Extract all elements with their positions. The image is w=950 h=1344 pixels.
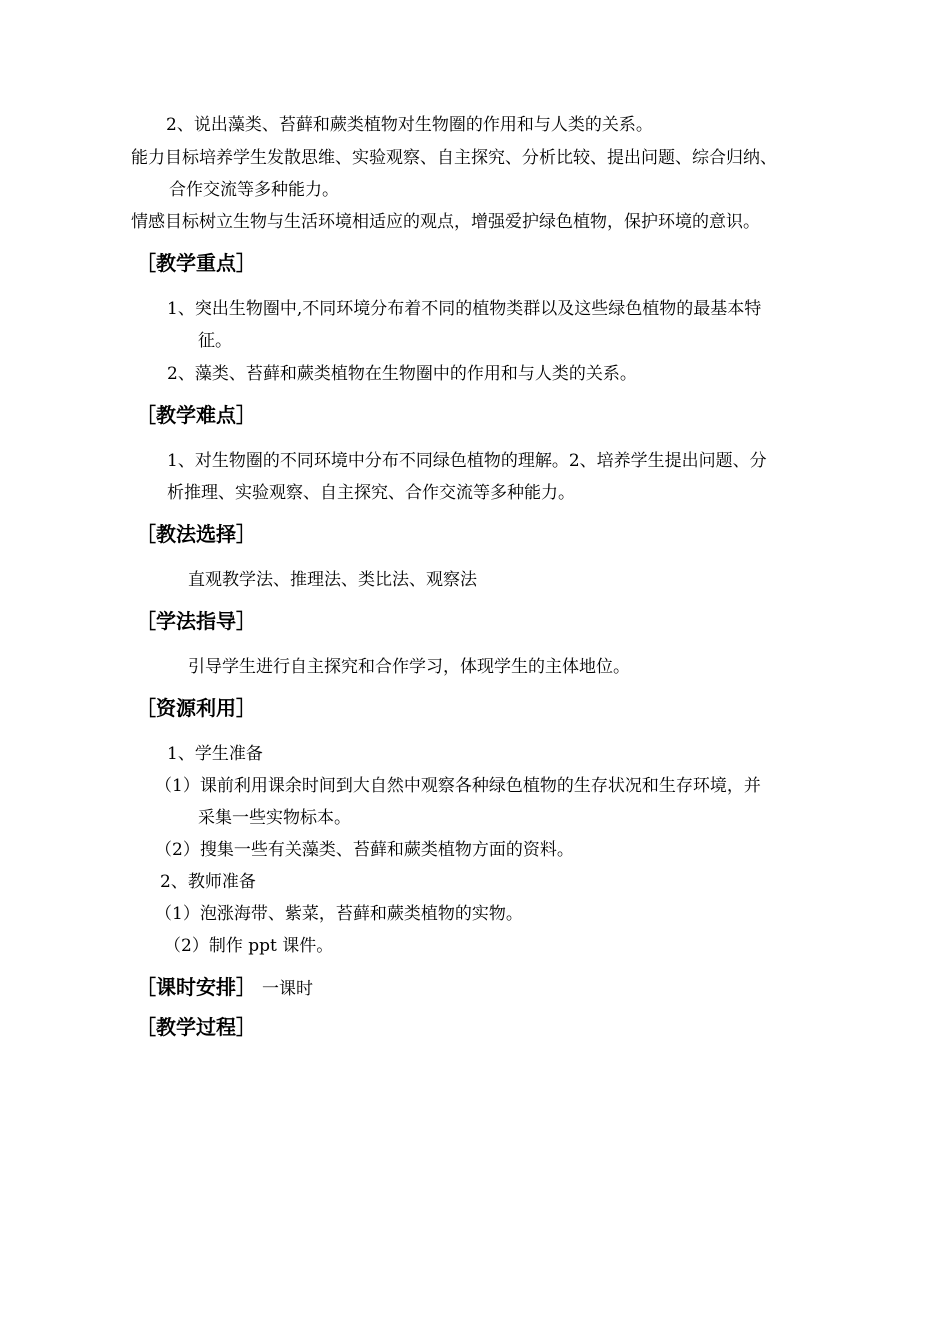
ability-objective-line-1: 能力目标培养学生发散思维、实验观察、自主探究、分析比较、提出问题、综合归纳、 — [131, 148, 777, 168]
key-points-heading: ［教学重点］ — [136, 251, 256, 275]
key-point-1-line-2: 征。 — [198, 331, 232, 351]
study-guide-text: 引导学生进行自主探究和合作学习，体现学生的主体地位。 — [188, 657, 630, 677]
difficulties-heading: ［教学难点］ — [136, 403, 256, 427]
teacher-prep-label: 2、教师准备 — [160, 872, 256, 892]
ability-objective-line-2: 合作交流等多种能力。 — [169, 180, 339, 200]
methods-heading: ［教法选择］ — [136, 522, 256, 546]
difficulties-line-2: 析推理、实验观察、自主探究、合作交流等多种能力。 — [167, 483, 575, 503]
key-point-2: 2、藻类、苔藓和蕨类植物在生物圈中的作用和与人类的关系。 — [167, 364, 637, 384]
study-guide-heading: ［学法指导］ — [136, 609, 256, 633]
schedule-heading — [136, 973, 313, 1003]
student-prep-label: 1、学生准备 — [167, 744, 263, 764]
difficulties-line-1: 1、对生物圈的不同环境中分布不同绿色植物的理解。2、培养学生提出问题、分 — [167, 451, 767, 471]
process-heading: ［教学过程］ — [136, 1015, 256, 1039]
teacher-prep-1: （1）泡涨海带、紫菜，苔藓和蕨类植物的实物。 — [155, 904, 523, 924]
schedule-value: 一课时 — [262, 979, 313, 999]
student-prep-1-line-2: 采集一些实物标本。 — [198, 808, 351, 828]
schedule-heading-label: ［课时安排］ — [136, 975, 256, 999]
student-prep-1-line-1: （1）课前利用课余时间到大自然中观察各种绿色植物的生存状况和生存环境，并 — [155, 776, 761, 796]
key-point-1-line-1: 1、突出生物圈中,不同环境分布着不同的植物类群以及这些绿色植物的最基本特 — [167, 299, 762, 319]
methods-text: 直观教学法、推理法、类比法、观察法 — [188, 570, 477, 590]
teacher-prep-2: （2）制作 ppt 课件。 — [164, 936, 334, 956]
resources-heading: ［资源利用］ — [136, 696, 256, 720]
emotion-objective: 情感目标树立生物与生活环境相适应的观点，增强爱护绿色植物，保护环境的意识。 — [131, 212, 760, 232]
objective-item-2: 2、说出藻类、苔藓和蕨类植物对生物圈的作用和与人类的关系。 — [166, 115, 653, 135]
student-prep-2: （2）搜集一些有关藻类、苔藓和蕨类植物方面的资料。 — [155, 840, 574, 860]
